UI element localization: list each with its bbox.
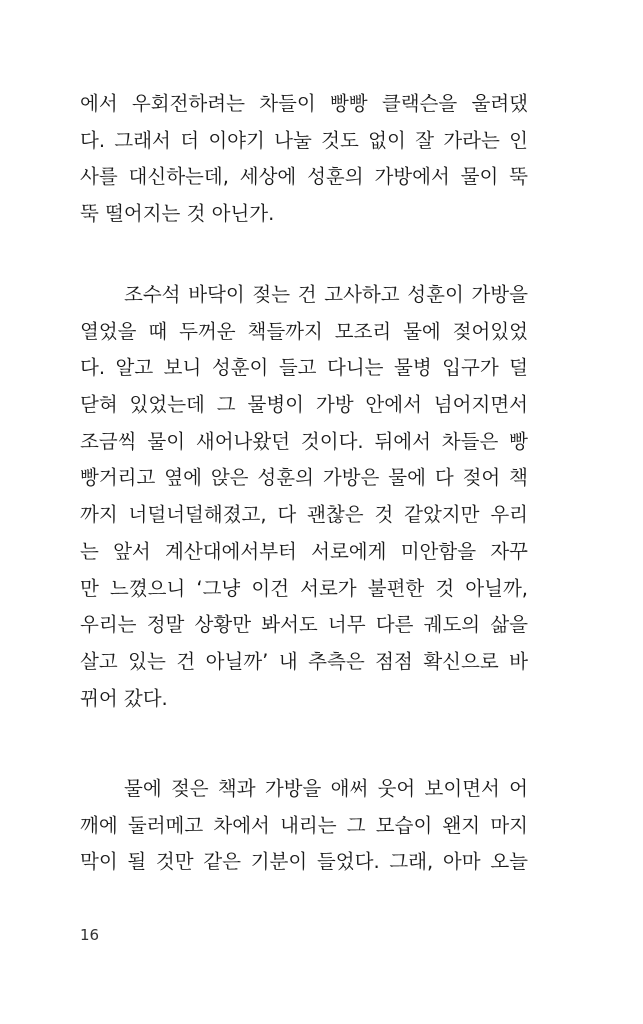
paragraph-3 bbox=[80, 771, 528, 881]
text-line: 빵거리고 옆에 앉은 성훈의 가방은 물에 다 젖어 책 bbox=[80, 466, 528, 490]
text-line: 닫혀 있었는데 그 물병이 가방 안에서 넘어지면서 bbox=[80, 393, 528, 417]
text-line: 조수석 바닥이 젖는 건 고사하고 성훈이 가방을 bbox=[124, 283, 528, 306]
paragraph-1 bbox=[80, 86, 528, 233]
text-line: 에서 우회전하려는 차들이 빵빵 클랙슨을 울려댔 bbox=[80, 92, 528, 115]
text-line: 조금씩 물이 새어나왔던 것이다. 뒤에서 차들은 빵 bbox=[80, 429, 528, 453]
text-line: 다. 그래서 더 이야기 나눌 것도 없이 잘 가라는 인 bbox=[80, 128, 528, 152]
text-line: 물에 젖은 책과 가방을 애써 웃어 보이면서 어 bbox=[124, 777, 528, 800]
text-line: 사를 대신하는데, 세상에 성훈의 가방에서 물이 뚝 bbox=[80, 165, 528, 189]
text-line: 만 느꼈으니 ‘그냥 이건 서로가 불편한 것 아닐까, bbox=[80, 576, 528, 600]
text-line: 까지 너덜너덜해졌고, 다 괜찮은 것 같았지만 우리 bbox=[80, 503, 528, 527]
text-line: 살고 있는 건 아닐까’ 내 추측은 점점 확신으로 바 bbox=[80, 649, 528, 673]
text-line: 열었을 때 두꺼운 책들까지 모조리 물에 젖어있었 bbox=[80, 319, 528, 343]
text-line: 다. 알고 보니 성훈이 들고 다니는 물병 입구가 덜 bbox=[80, 356, 528, 380]
text-line: 뀌어 갔다. bbox=[80, 686, 168, 710]
paragraph-2 bbox=[80, 277, 528, 717]
text-line: 깨에 둘러메고 차에서 내리는 그 모습이 왠지 마지 bbox=[80, 813, 528, 837]
page-number: 16 bbox=[80, 926, 100, 944]
text-line: 뚝 떨어지는 것 아닌가. bbox=[80, 202, 275, 226]
text-line: 는 앞서 계산대에서부터 서로에게 미안함을 자꾸 bbox=[80, 539, 528, 563]
text-line: 막이 될 것만 같은 기분이 들었다. 그래, 아마 오늘 bbox=[80, 850, 528, 874]
text-line: 우리는 정말 상황만 봐서도 너무 다른 궤도의 삶을 bbox=[80, 613, 528, 637]
